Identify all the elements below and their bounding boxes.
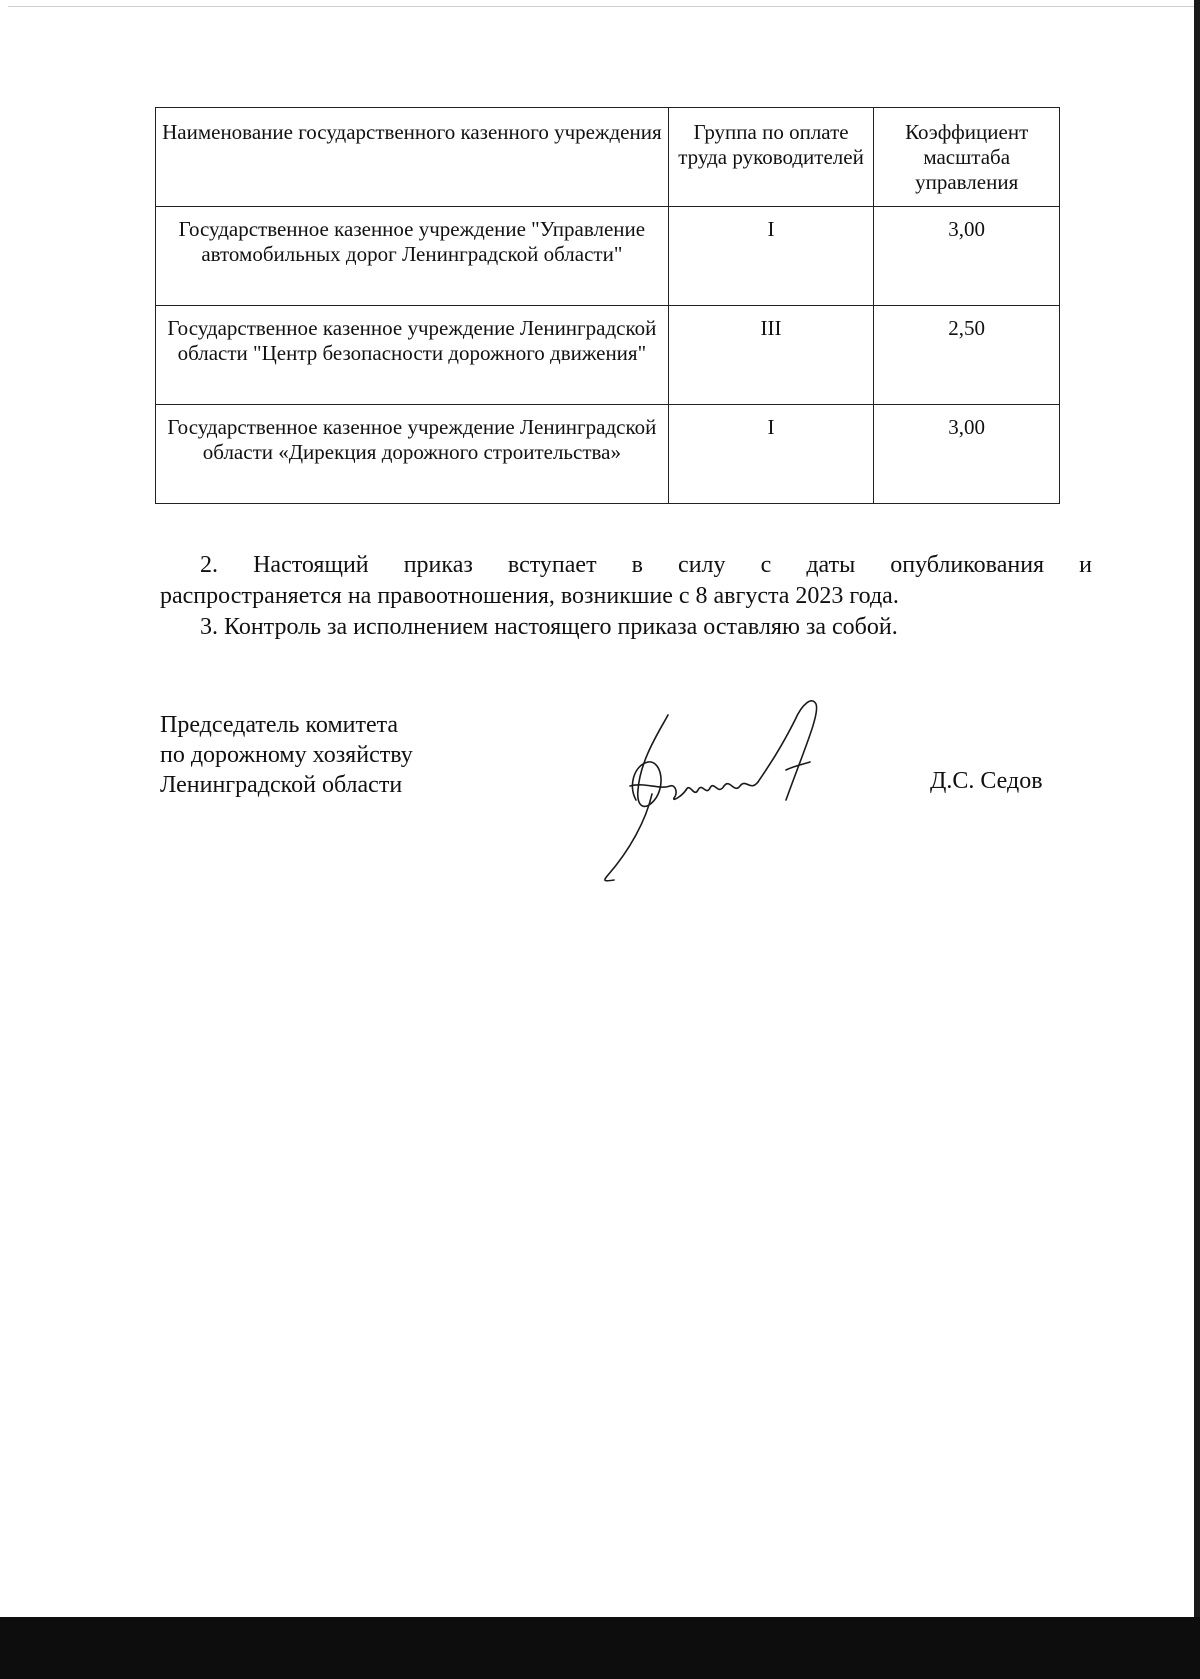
cell-institution-name: Государственное казенное учреждение Ленинградской области "Центр безопасности дорожного движения" [156, 306, 669, 405]
header-scale-coefficient: Коэффициент масштаба управления [874, 108, 1060, 207]
cell-pay-group: I [668, 405, 874, 504]
scan-edge-top [8, 6, 1194, 7]
cell-scale-coefficient: 2,50 [874, 306, 1060, 405]
scan-edge-right [1194, 0, 1200, 1679]
table-row [156, 405, 1060, 504]
table-row [156, 207, 1060, 306]
paragraph-control: 3. Контроль за исполнением настоящего приказа оставляю за собой. [200, 614, 898, 640]
paragraph-effective-date-line2: распространяется на правоотношения, возникшие с 8 августа 2023 года. [160, 583, 899, 609]
signatory-title-line: по дорожному хозяйству [160, 742, 413, 768]
cell-pay-group: I [668, 207, 874, 306]
paragraph-effective-date [160, 550, 1092, 612]
cell-pay-group: III [668, 306, 874, 405]
header-pay-group: Группа по оплате труда руководителей [668, 108, 874, 207]
institutions-table [155, 107, 1060, 504]
table-row [156, 306, 1060, 405]
scan-edge-bottom [0, 1617, 1200, 1679]
signatory-name: Д.С. Седов [930, 768, 1043, 794]
table-header-row [156, 108, 1060, 207]
cell-institution-name: Государственное казенное учреждение Ленинградской области «Дирекция дорожного строительства» [156, 405, 669, 504]
cell-institution-name: Государственное казенное учреждение "Управление автомобильных дорог Ленинградской области" [156, 207, 669, 306]
header-institution-name: Наименование государственного казенного учреждения [156, 108, 669, 207]
paragraph-effective-date-line1: 2. Настоящий приказ вступает в силу с даты опубликования и [200, 552, 1092, 578]
signatory-title-line: Ленинградской области [160, 772, 403, 798]
cell-scale-coefficient: 3,00 [874, 207, 1060, 306]
cell-scale-coefficient: 3,00 [874, 405, 1060, 504]
handwritten-signature [590, 690, 870, 890]
signatory-title [160, 710, 413, 800]
signatory-title-line: Председатель комитета [160, 712, 399, 738]
